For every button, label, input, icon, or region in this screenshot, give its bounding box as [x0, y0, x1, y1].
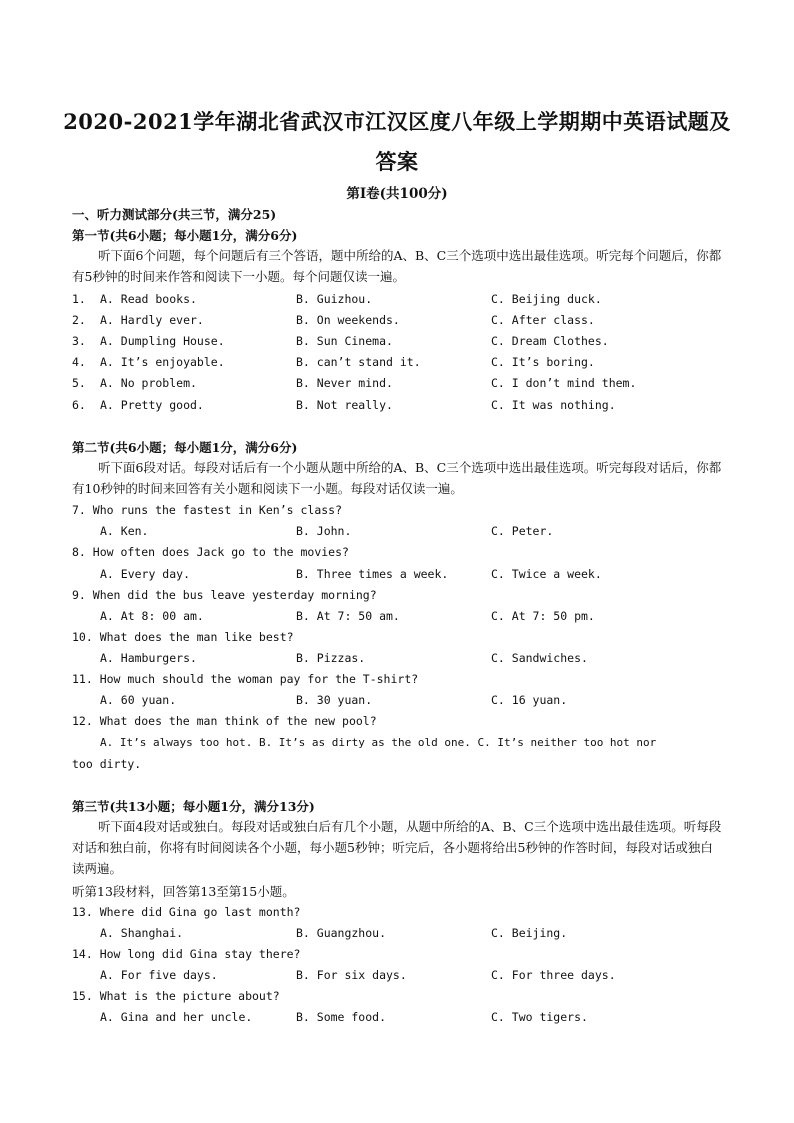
exam-title-line2: 答案 [375, 149, 419, 174]
option-b: B. Pizzas. [296, 651, 366, 665]
option-c: C. Sandwiches. [491, 651, 588, 665]
question-text: 12. What does the man think of the new pool? [72, 714, 377, 728]
question-text: 11. How much should the woman pay for the T-shirt? [72, 672, 419, 686]
option-a: A. For five days. [100, 968, 218, 982]
option-a: A. No problem. [100, 376, 197, 390]
option-c: C. For three days. [491, 968, 616, 982]
option-b: B. For six days. [296, 968, 407, 982]
option-b: B. 30 yuan. [296, 693, 373, 707]
item-number: 5. [72, 376, 86, 390]
item-number: 4. [72, 355, 86, 369]
option-b: B. John. [296, 524, 352, 538]
item-number: 6. [72, 398, 86, 412]
option-c: C. After class. [491, 313, 595, 327]
question-text: 10. What does the man like best? [72, 630, 294, 644]
exam-title-line1: 2020-2021学年湖北省武汉市江汉区度八年级上学期期中英语试题及 [63, 109, 731, 134]
option-b: B. Guangzhou. [296, 926, 387, 940]
material-note: 听第13段材料，回答第13至第15小题。 [72, 884, 295, 899]
option-c: C. Twice a week. [491, 567, 602, 581]
question-text: 13. Where did Gina go last month? [72, 905, 301, 919]
option-a: A. Ken. [100, 524, 149, 538]
option-b: B. Not really. [296, 398, 393, 412]
option-c: C. I don’t mind them. [491, 376, 637, 390]
option-c: C. It’s boring. [491, 355, 595, 369]
option-a: A. Shanghai. [100, 926, 184, 940]
option-c: C. Two tigers. [491, 1010, 588, 1024]
option-a: A. Every day. [100, 567, 191, 581]
option-c: C. At 7: 50 pm. [491, 609, 595, 623]
section1-instruction: 听下面6个问题，每个问题后有三个答语，题中所给的A、B、C三个选项中选出最佳选项。听完每个问题后，你都有5秒钟的时间来作答和阅读下一小题。每个问题仅读一遍。 [72, 248, 722, 284]
question-text: 15. What is the picture about? [72, 989, 280, 1003]
option-c: C. Peter. [491, 524, 554, 538]
option-b: B. can’t stand it. [296, 355, 421, 369]
option-b: B. Three times a week. [296, 567, 449, 581]
question-text: 14. How long did Gina stay there? [72, 947, 301, 961]
section3-instruction: 听下面4段对话或独白。每段对话或独白后有几个小题，从题中所给的A、B、C三个选项中选出最佳选项。听每段对话和独白前，你将有时间阅读各个小题，每小题5秒钟；听完后，各小题将给出5秒钟的作答时间，每段对话或独白读两遍。 [72, 819, 722, 876]
option-c: C. Beijing. [491, 926, 568, 940]
option-a: A. Hamburgers. [100, 651, 197, 665]
section2-instruction: 听下面6段对话。每段对话后有一个小题从题中所给的A、B、C三个选项中选出最佳选项。听完每段对话后，你都有10秒钟的时间来回答有关小题和阅读下一小题。每段对话仅读一遍。 [72, 460, 722, 496]
option-a: A. It’s enjoyable. [100, 355, 225, 369]
q12-options-continuation: too dirty. [72, 757, 142, 771]
option-b: B. Sun Cinema. [296, 334, 393, 348]
part1-heading: 一、听力测试部分(共三节，满分25) [72, 207, 277, 222]
option-a: A. Pretty good. [100, 398, 204, 412]
section3-heading: 第三节(共13小题；每小题1分，满分13分) [72, 799, 315, 814]
option-b: B. Guizhou. [296, 292, 373, 306]
option-c: C. Dream Clothes. [491, 334, 609, 348]
option-a: A. Read books. [100, 292, 197, 306]
question-text: 7. Who runs the fastest in Ken’s class? [72, 503, 343, 517]
question-text: 8. How often does Jack go to the movies? [72, 545, 349, 559]
option-a: A. Hardly ever. [100, 313, 204, 327]
option-b: B. Never mind. [296, 376, 393, 390]
option-b: B. Some food. [296, 1010, 387, 1024]
question-text: 9. When did the bus leave yesterday morning? [72, 588, 377, 602]
item-number: 1. [72, 292, 86, 306]
item-number: 3. [72, 334, 86, 348]
option-c: C. It was nothing. [491, 398, 616, 412]
option-a: A. At 8: 00 am. [100, 609, 204, 623]
option-c: C. 16 yuan. [491, 693, 568, 707]
volume-heading: 第Ⅰ卷(共100分) [346, 186, 448, 202]
option-c: C. Beijing duck. [491, 292, 602, 306]
section1-heading: 第一节(共6小题；每小题1分，满分6分) [72, 228, 298, 243]
option-b: B. At 7: 50 am. [296, 609, 400, 623]
option-b: B. On weekends. [296, 313, 400, 327]
option-a: A. 60 yuan. [100, 693, 177, 707]
q12-options-line: A. It’s always too hot. B. It’s as dirty as the old one. C. It’s neither too hot nor [100, 736, 657, 749]
option-a: A. Gina and her uncle. [100, 1010, 253, 1024]
option-a: A. Dumpling House. [100, 334, 225, 348]
item-number: 2. [72, 313, 86, 327]
section2-heading: 第二节(共6小题；每小题1分，满分6分) [72, 440, 298, 455]
